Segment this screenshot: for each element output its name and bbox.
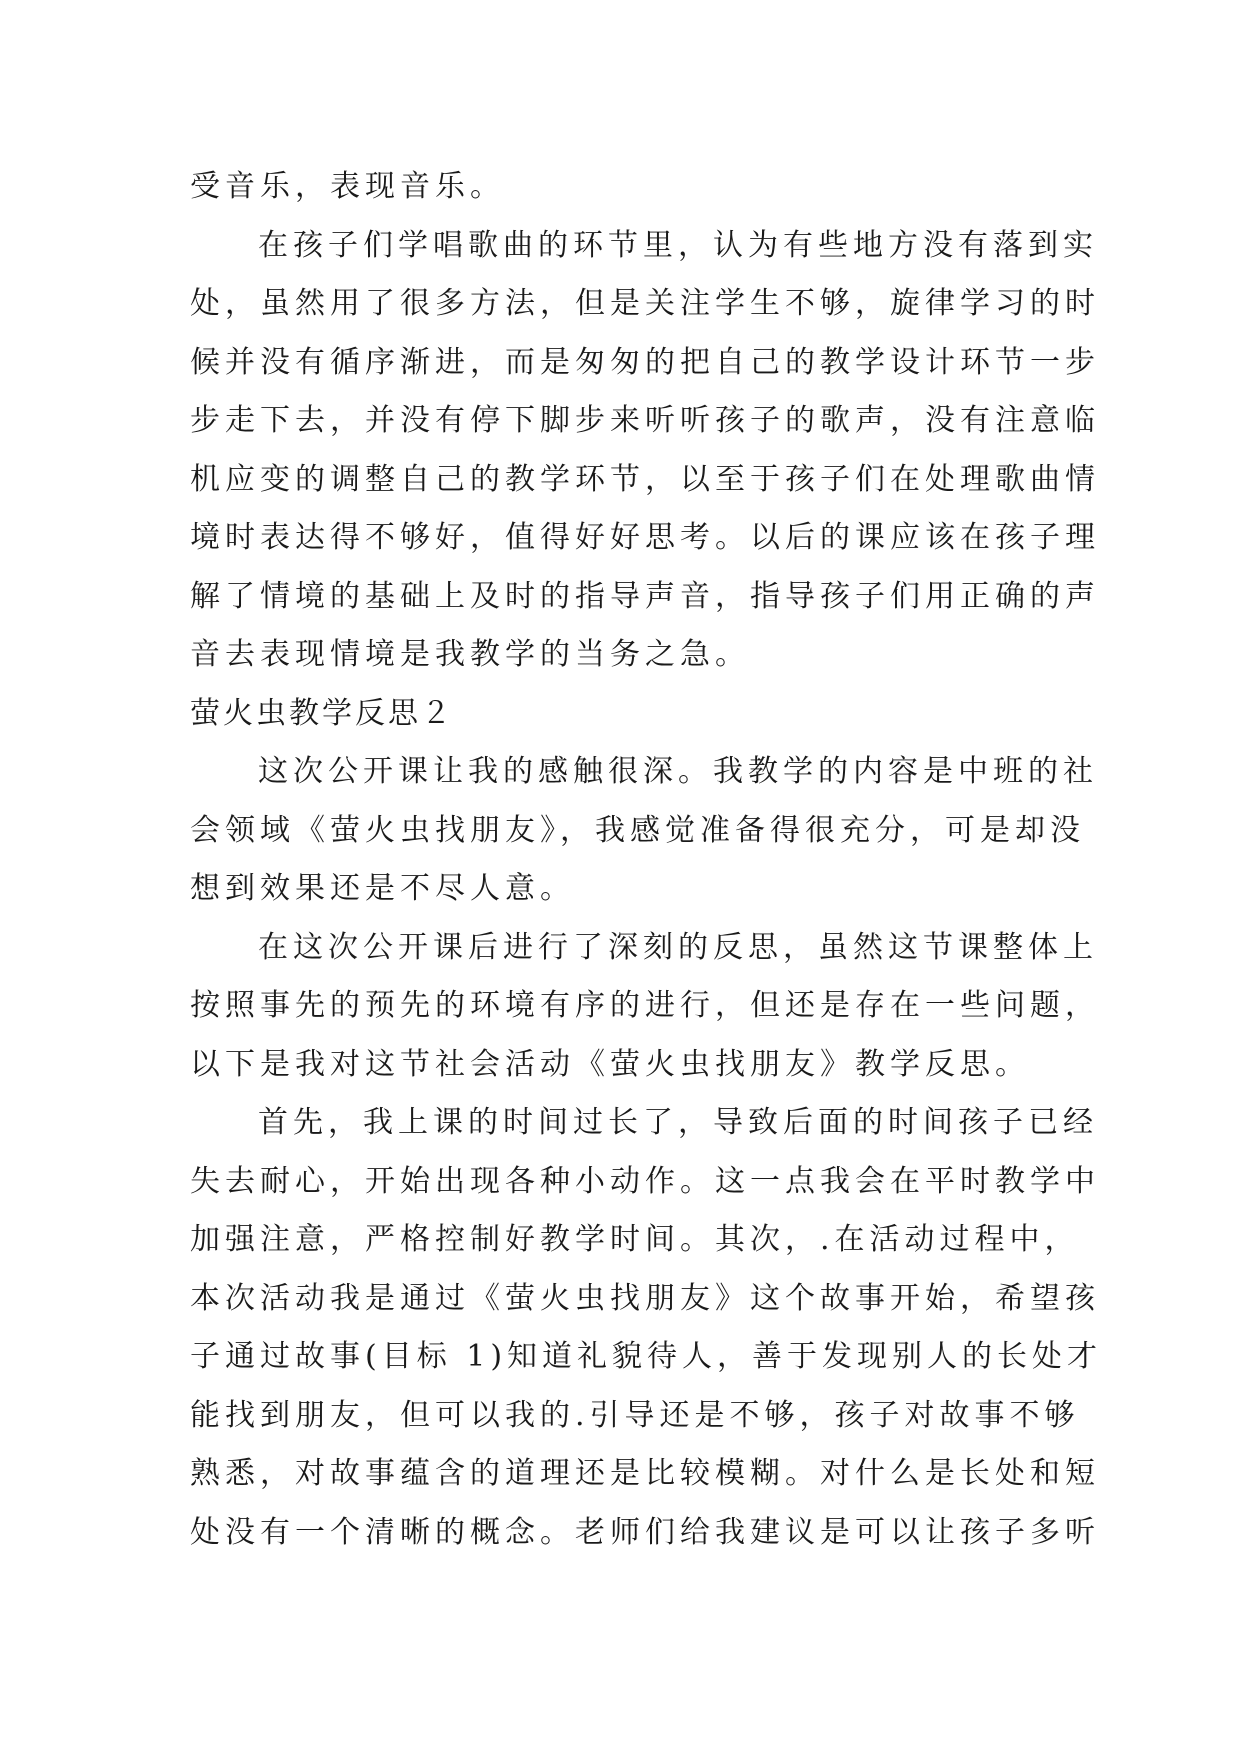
text-line: 以下是我对这节社会活动《萤火虫找朋友》教学反思。 <box>190 1046 1030 1082</box>
text-line: 能找到朋友，但可以我的.引导还是不够，孩子对故事不够 <box>190 1397 1080 1433</box>
text-line: 按照事先的预先的环境有序的进行，但还是存在一些问题， <box>190 988 1100 1023</box>
paragraph-start-line: 在这次公开课后进行了深刻的反思，虽然这节课整体上 <box>258 929 1098 965</box>
document-body <box>190 158 1103 1562</box>
text-line: 熟悉，对故事蕴含的道理还是比较模糊。对什么是长处和短 <box>190 1456 1100 1491</box>
text-line: 境时表达得不够好，值得好好思考。以后的课应该在孩子理 <box>190 520 1100 555</box>
text-line: 失去耐心，开始出现各种小动作。这一点我会在平时教学中 <box>190 1163 1100 1199</box>
text-line: 处没有一个清晰的概念。老师们给我建议是可以让孩子多听 <box>190 1514 1100 1550</box>
text-line: 解了情境的基础上及时的指导声音，指导孩子们用正确的声 <box>190 578 1100 614</box>
paragraph-start-line: 首先，我上课的时间过长了，导致后面的时间孩子已经 <box>258 1105 1098 1140</box>
text-line: 受音乐，表现音乐。 <box>190 169 505 204</box>
section-heading: 萤火虫教学反思２ <box>190 695 454 731</box>
text-line: 子通过故事(目标 1)知道礼貌待人，善于发现别人的长处才 <box>190 1339 1103 1374</box>
text-line: 音去表现情境是我教学的当务之急。 <box>190 637 750 672</box>
text-line: 加强注意，严格控制好教学时间。其次，.在活动过程中， <box>190 1222 1080 1257</box>
text-line: 步走下去，并没有停下脚步来听听孩子的歌声，没有注意临 <box>190 403 1100 438</box>
text-line: 本次活动我是通过《萤火虫找朋友》这个故事开始，希望孩 <box>190 1280 1100 1316</box>
text-line: 想到效果还是不尽人意。 <box>190 871 575 906</box>
text-line: 机应变的调整自己的教学环节，以至于孩子们在处理歌曲情 <box>190 461 1100 497</box>
text-line: 处，虽然用了很多方法，但是关注学生不够，旋律学习的时 <box>190 286 1100 321</box>
paragraph-start-line: 在孩子们学唱歌曲的环节里，认为有些地方没有落到实 <box>258 227 1098 263</box>
text-line: 候并没有循序渐进，而是匆匆的把自己的教学设计环节一步 <box>190 344 1100 380</box>
paragraph-start-line: 这次公开课让我的感触很深。我教学的内容是中班的社 <box>258 754 1098 789</box>
text-line: 会领域《萤火虫找朋友》，我感觉准备得很充分，可是却没 <box>190 812 1085 848</box>
